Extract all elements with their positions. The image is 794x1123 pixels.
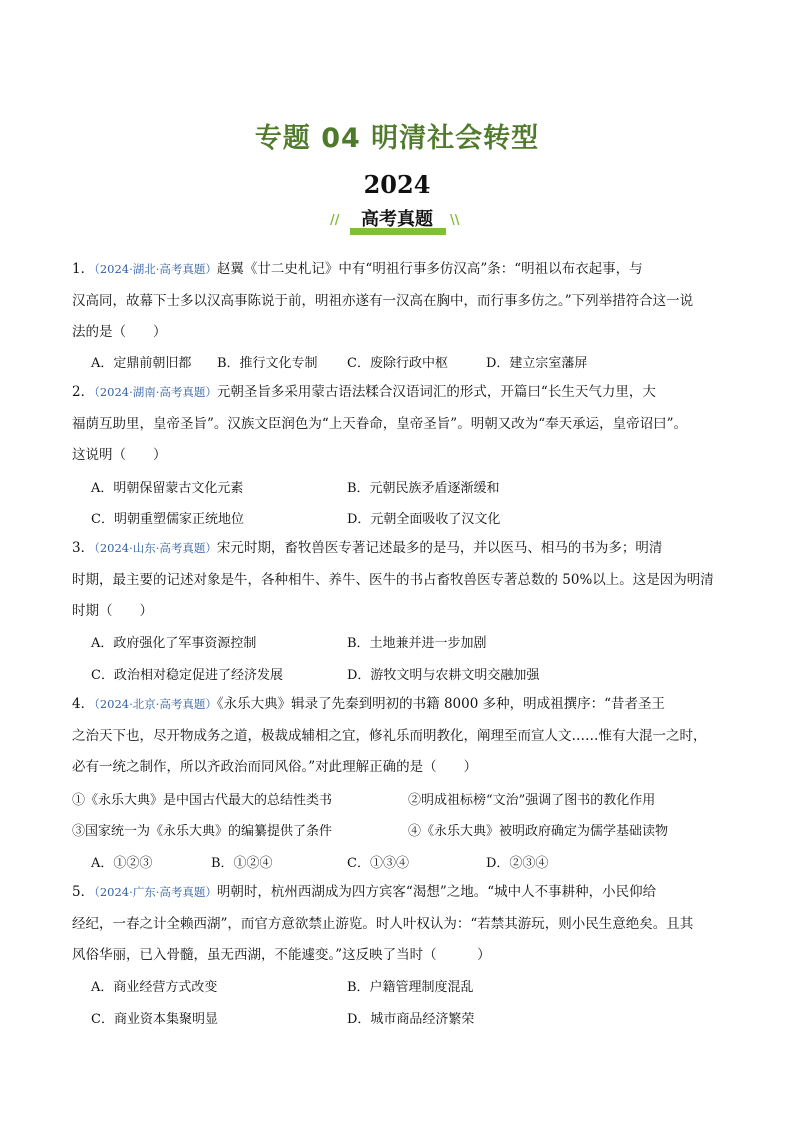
option-a[interactable]: A．①②③ [91, 856, 153, 871]
question-text: 必有一统之制作，所以齐政治而同风俗。”对此理解正确的是（ ） [72, 759, 478, 775]
question-text: 明朝时，杭州西湖成为四方宾客“渴想”之地。“城中人不事耕种，小民仰给 [216, 884, 657, 900]
question-number: 4． [72, 696, 95, 712]
option-d[interactable]: D．元朝全面吸收了汉文化 [347, 512, 501, 527]
option-a[interactable]: A．明朝保留蒙古文化元素 [91, 481, 244, 496]
option-b[interactable]: B．元朝民族矛盾逐渐缓和 [347, 481, 500, 496]
option-b[interactable]: B．推行文化专制 [217, 356, 318, 371]
question-text: 赵翼《廿二史札记》中有“明祖行事多仿汉高”条：“明祖以布衣起事，与 [216, 261, 643, 277]
question-source: （2024·湖南·高考真题） [94, 385, 217, 399]
question-4 [72, 689, 732, 784]
question-text: 元朝圣旨多采用蒙古语法糅合汉语词汇的形式，开篇曰“长生天气力里，大 [216, 384, 656, 400]
question-text: 汉高同，故幕下士多以汉高事陈说于前，明祖亦遂有一汉高在胸中，而行事多仿之。”下列举措符合这一说 [72, 292, 694, 309]
year-heading: 2024 [363, 170, 431, 199]
option-b[interactable]: B．①②④ [211, 856, 273, 871]
badge-slash-right-icon: \\ [450, 213, 460, 228]
question-source: （2024·广东·高考真题） [94, 885, 217, 899]
question-line [72, 254, 732, 286]
option-b[interactable]: B．土地兼并进一步加剧 [347, 636, 487, 651]
option-a[interactable]: A．商业经营方式改变 [91, 980, 218, 995]
option-c[interactable]: C．明朝重塑儒家正统地位 [91, 512, 244, 527]
question-1 [72, 254, 732, 349]
statement-1: ①《永乐大典》是中国古代最大的总结性类书 [72, 793, 333, 808]
option-a[interactable]: A．定鼎前朝旧都 [91, 356, 192, 371]
question-number: 3． [72, 540, 95, 556]
question-5 [72, 877, 732, 972]
option-d[interactable]: D．城市商品经济繁荣 [347, 1012, 475, 1027]
question-line [72, 533, 732, 565]
question-number: 2． [72, 384, 95, 400]
option-c[interactable]: C．政治相对稳定促进了经济发展 [91, 668, 283, 683]
statement-4: ④《永乐大典》被明政府确定为儒学基础读物 [408, 824, 669, 839]
badge-slash-left-icon: // [330, 213, 340, 228]
question-text: 法的是（ ） [72, 324, 167, 340]
question-line [72, 877, 732, 909]
option-d[interactable]: D．②③④ [486, 856, 549, 871]
option-a[interactable]: A．政府强化了军事资源控制 [91, 636, 257, 651]
option-c[interactable]: C．废除行政中枢 [347, 356, 448, 371]
question-line [72, 377, 732, 409]
question-text: 时期（ ） [72, 603, 153, 619]
question-2 [72, 377, 732, 472]
badge-label: 高考真题 [361, 209, 433, 230]
statement-2: ②明成祖标榜“文治”强调了图书的教化作用 [408, 793, 656, 808]
question-source: （2024·湖北·高考真题） [94, 262, 217, 276]
question-source: （2024·山东·高考真题） [94, 541, 217, 555]
question-text: 这说明（ ） [72, 447, 167, 463]
question-text: 之治天下也，尽开物成务之道，极裁成辅相之宜，修礼乐而明教化，阐理至而宣人文……惟有大混一之时， [72, 727, 707, 744]
statement-3: ③国家统一为《永乐大典》的编纂提供了条件 [72, 824, 333, 839]
option-d[interactable]: D．游牧文明与农耕文明交融加强 [347, 668, 540, 683]
page-title: 专题 04 明清社会转型 [254, 123, 540, 154]
option-d[interactable]: D．建立宗室藩屏 [486, 356, 588, 371]
question-3 [72, 533, 732, 628]
question-line [72, 689, 732, 721]
question-text: 福荫互助里，皇帝圣旨”。汉族文臣润色为“上天眷命，皇帝圣旨”。明朝又改为“奉天承运，皇帝诏曰”。 [72, 415, 688, 432]
section-badge [326, 203, 468, 237]
question-source: （2024·北京·高考真题） [94, 697, 217, 711]
option-c[interactable]: C．商业资本集聚明显 [91, 1012, 218, 1027]
question-number: 5． [72, 884, 95, 900]
question-number: 1． [72, 261, 95, 277]
question-text: 经纪，一春之计全赖西湖”，而官方意欲禁止游览。时人叶权认为：“若禁其游玩，则小民生意绝矣。且其 [72, 915, 694, 932]
option-c[interactable]: C．①③④ [347, 856, 409, 871]
question-text: 《永乐大典》辑录了先秦到明初的书籍 8000 多种，明成祖撰序：“昔者圣王 [216, 696, 666, 712]
option-b[interactable]: B．户籍管理制度混乱 [347, 980, 474, 995]
question-text: 时期，最主要的记述对象是牛，各种相牛、养牛、医牛的书占畜牧兽医专著总数的 50%以上。这是因为明清 [72, 571, 714, 588]
question-text: 风俗华丽，已入骨髓，虽无西湖，不能遽变。”这反映了当时（ ） [72, 947, 491, 963]
question-text: 宋元时期，畜牧兽医专著记述最多的是马，并以医马、相马的书为多；明清 [216, 540, 663, 556]
